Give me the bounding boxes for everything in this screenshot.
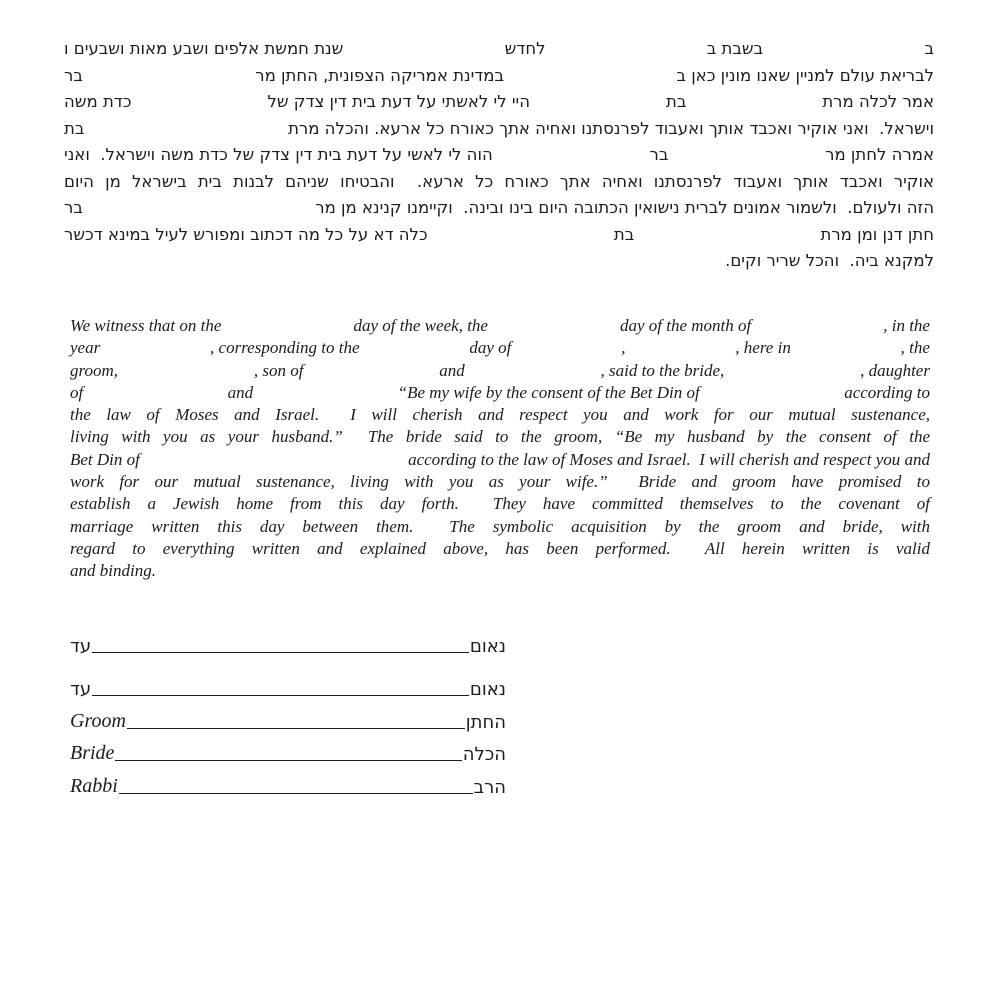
hebrew-line-9 [64, 248, 934, 275]
english-text-segment: , [621, 338, 626, 358]
english-line-11 [70, 538, 930, 560]
english-text-segment: We witness that on the [70, 316, 222, 335]
hebrew-text-segment: הוה לי לאשי על דעת בית דין צדק של כדת משה וישראל. ואני [64, 145, 493, 164]
witness-label-hebrew: עד [70, 679, 92, 700]
english-line-2 [70, 337, 930, 359]
english-text-segment: , son of [253, 360, 304, 380]
hebrew-text-segment: בר [649, 145, 669, 164]
declared-label-hebrew: נאום [469, 679, 506, 700]
english-text-segment: “Be my wife by the consent of the Bet Din of [397, 382, 700, 402]
rabbi-label-hebrew: הרב [473, 776, 506, 798]
groom-label: Groom [70, 709, 126, 732]
hebrew-text-segment: אמר לכלה מרת [822, 92, 934, 111]
witness-signature-row-2 [70, 657, 506, 700]
signature-section [70, 614, 506, 798]
hebrew-text-segment: ב [924, 39, 934, 58]
english-text-segment: and [439, 360, 465, 380]
hebrew-line-5 [64, 142, 934, 169]
signature-line [127, 727, 465, 729]
bride-label-hebrew: הכלה [462, 744, 506, 765]
english-line-8 [70, 471, 930, 493]
witness-label-hebrew: עד [70, 636, 92, 657]
hebrew-text-segment: במדינת אמריקה הצפונית, החתן מר [255, 65, 505, 85]
english-text-segment: of [70, 382, 84, 402]
groom-label-hebrew: החתן [465, 711, 506, 733]
english-text-segment: day of the week, the [353, 316, 488, 335]
hebrew-text-segment: אוקיר ואכבד אותך ואעבוד לפרנסתנו ואחיה אתך כאורח כל ארעא. והבטיחו שניהם לבנות בית בישראל מן היום [64, 171, 934, 191]
hebrew-line-2 [64, 63, 934, 90]
hebrew-text-segment: בשבת ב [706, 39, 764, 58]
groom-signature-row [70, 700, 506, 733]
english-text-segment: according to the law of Moses and Israel. I will cherish and respect you and [408, 449, 930, 469]
english-text-section [70, 315, 930, 583]
english-line-6 [70, 426, 930, 448]
hebrew-text-segment: לחדש [504, 39, 546, 58]
english-text-segment: groom, [70, 360, 119, 380]
witness-signature-row-1 [70, 614, 506, 657]
english-text-segment: and binding. [70, 561, 156, 581]
hebrew-text-segment: הזה ולעולם. ולשמור אמונים לברית נישואין הכתובה היום בינו ובינה. וקיימנו קנינא מן מר [315, 198, 934, 217]
english-line-12 [70, 560, 930, 582]
hebrew-text-segment: בר [64, 65, 83, 85]
hebrew-text-segment: וישראל. ואני אוקיר ואכבד אותך ואעבוד לפרנסתנו ואחיה אתך כאורח כל ארעא. והכלה מרת [288, 118, 934, 138]
english-text-segment: living with you as your husband.” The bride said to the groom, “Be my husband by the consent of the [70, 427, 930, 447]
rabbi-label: Rabbi [70, 774, 118, 797]
hebrew-text-segment: חתן דנן ומן מרת [820, 224, 934, 244]
english-text-segment: the law of Moses and Israel. I will cherish and respect you and work for our mutual sustenance, [70, 405, 930, 425]
signature-line [92, 694, 469, 696]
english-line-9 [70, 493, 930, 515]
english-text-segment: , said to the bride, [600, 360, 725, 380]
hebrew-text-segment: בת [665, 92, 687, 111]
hebrew-text-segment: כלה דא על כל מה דכתוב ומפורש לעיל במינא דכשר [64, 224, 428, 244]
english-text-segment: , daughter [860, 360, 930, 380]
english-text-segment: marriage written this day between them. The symbolic acquisition by the groom and bride, with [70, 516, 930, 536]
english-line-1 [70, 315, 930, 337]
english-text-segment: , the [900, 338, 930, 358]
hebrew-text-segment: היי לי לאשתי על דעת בית דין צדק של [267, 92, 531, 111]
english-text-segment: regard to everything written and explained above, has been performed. All herein written is valid [70, 538, 930, 558]
hebrew-text-segment: אמרה לחתן מר [825, 145, 934, 164]
english-text-segment: day of [469, 338, 512, 358]
english-text-segment: day of the month of [619, 316, 752, 335]
hebrew-line-1 [64, 36, 934, 63]
hebrew-text-segment: למקנא ביה. והכל שריר וקים. [725, 251, 934, 270]
hebrew-text-segment: שנת חמשת אלפים ושבע מאות ושבעים ו [64, 39, 344, 58]
english-line-10 [70, 516, 930, 538]
hebrew-text-segment: לבריאת עולם למניין שאנו מונין כאן ב [676, 65, 934, 85]
english-text-segment: establish a Jewish home from this day forth. They have committed themselves to the covenant of [70, 494, 930, 514]
english-text-segment: and [227, 382, 254, 402]
signature-line [119, 792, 473, 794]
hebrew-line-6 [64, 169, 934, 196]
english-text-segment: according to [844, 382, 930, 402]
signature-line [115, 759, 461, 761]
hebrew-text-section [64, 36, 934, 275]
hebrew-text-segment: בר [64, 198, 83, 217]
hebrew-text-segment: כדת משה [64, 92, 132, 111]
bride-label: Bride [70, 742, 115, 764]
rabbi-signature-row [70, 765, 506, 798]
bride-signature-row [70, 733, 506, 766]
english-text-segment: , here in [735, 338, 791, 358]
english-text-segment: , in the [883, 316, 930, 335]
english-text-segment: work for our mutual sustenance, living with you as your wife.” Bride and groom have promised to [70, 472, 930, 492]
hebrew-line-4 [64, 116, 934, 143]
hebrew-text-segment: בת [64, 118, 85, 138]
english-line-7 [70, 449, 930, 471]
english-line-3 [70, 360, 930, 382]
english-text-segment: year [70, 338, 101, 358]
english-line-4 [70, 382, 930, 404]
english-line-5 [70, 404, 930, 426]
hebrew-line-3 [64, 89, 934, 116]
english-text-segment: , corresponding to the [210, 338, 360, 358]
english-text-segment: Bet Din of [70, 449, 140, 469]
declared-label-hebrew: נאום [469, 636, 506, 657]
hebrew-text-segment: בת [613, 224, 635, 244]
hebrew-line-7 [64, 195, 934, 222]
hebrew-line-8 [64, 222, 934, 249]
signature-line [92, 651, 469, 653]
